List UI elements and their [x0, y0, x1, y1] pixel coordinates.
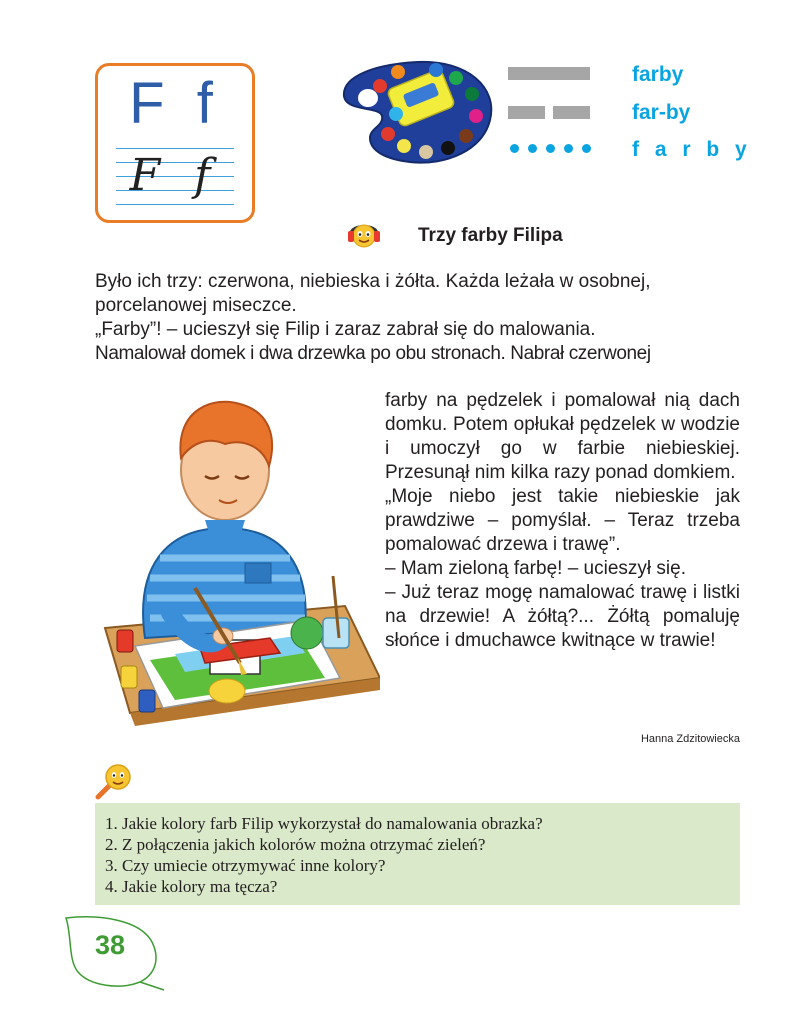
syllable-bar	[508, 106, 545, 119]
story-right	[385, 389, 740, 653]
letter-card	[95, 63, 255, 223]
question-item: 4. Jakie kolory ma tęcza?	[105, 877, 278, 896]
letter-dot	[546, 144, 555, 153]
word-letters: f a r b y	[632, 138, 752, 161]
story-paragraph: Było ich trzy: czerwona, niebieska i żółta. Każda leżała w osobnej, porcelanowej miseczce.	[95, 271, 651, 316]
page-number: 38	[94, 930, 126, 960]
story-paragraph: „Moje niebo jest takie niebieskie jak prawdziwe – pomyślał. – Teraz trzeba pomalować drzewa i trawę”.	[385, 486, 740, 555]
author: Hanna Zdzitowiecka	[640, 733, 740, 745]
headphones-emoji-icon	[346, 216, 382, 252]
questions-list	[95, 803, 740, 897]
print-letters: F f	[129, 71, 221, 136]
letter-dot	[510, 144, 519, 153]
story-paragraph: Namalował domek i dwa drzewka po obu stronach. Nabrał czerwonej	[95, 343, 651, 364]
paint-palette-icon	[340, 58, 498, 168]
boy-painting-illustration	[95, 378, 380, 750]
word-bar	[508, 67, 590, 80]
question-item: 1. Jakie kolory farb Filip wykorzystał do namalowania obrazka?	[105, 814, 543, 833]
story-title: Trzy farby Filipa	[418, 225, 563, 246]
word-whole: farby	[632, 63, 684, 86]
question-item: 3. Czy umiecie otrzymywać inne kolory?	[105, 856, 386, 875]
letter-dot	[528, 144, 537, 153]
story-paragraph: farby na pędzelek i pomalował nią dach domku. Potem opłukał pędzelek w wodzie i umoczył go w farbie niebieskiej. Przesunął nim kilka razy ponad domkiem.	[385, 390, 740, 483]
questions-box	[95, 803, 740, 905]
magnifier-emoji-icon	[92, 763, 132, 801]
story-paragraph: – Już teraz mogę namalować trawę i listki na drzewie! A żółtą?... Żółtą pomaluję słońce i dmuchawce kwitnące w trawie!	[385, 582, 740, 651]
script-letters: F f	[129, 150, 221, 201]
question-item: 2. Z połączenia jakich kolorów można otrzymać zieleń?	[105, 835, 486, 854]
story-top	[95, 270, 750, 366]
syllable-bar	[553, 106, 590, 119]
story-paragraph: – Mam zieloną farbę! – ucieszył się.	[385, 558, 686, 579]
letter-dot	[564, 144, 573, 153]
story-paragraph: „Farby”! – ucieszył się Filip i zaraz zabrał się do malowania.	[95, 319, 596, 340]
word-syllables: far-by	[632, 101, 691, 124]
letter-dot	[582, 144, 591, 153]
